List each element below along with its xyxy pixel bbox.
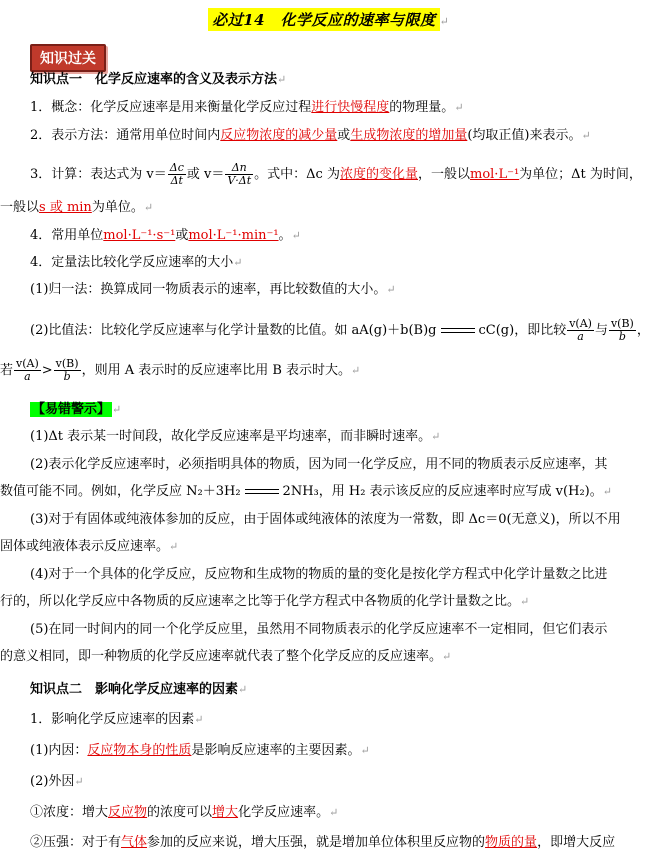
kp1-heading: 知识点一 化学反应速率的含义及表示方法↵ bbox=[30, 72, 287, 87]
kp1-item-calculation: 3．计算：表达式为 v＝ $\frac{\Delta c}{\Delta t}$ 或 v＝ $\frac{\Delta n}{V\cdot\Delta t}$ 。式中：Δc 为浓度的变化量，一般以mol·L⁻¹为单位；Δt 为时间， bbox=[30, 161, 642, 187]
knowledge-badge: 知识过关 bbox=[30, 44, 106, 72]
kp2-item-internal: (1)内因：反应物本身的性质是影响反应速率的主要因素。↵ bbox=[30, 743, 370, 758]
kp1-item-representation: 2．表示方法：通常用单位时间内反应物浓度的减少量或生成物浓度的增加量(均取正值)来表示。↵ bbox=[30, 128, 591, 143]
kp1-item-normalize: (1)归一法：换算成同一物质表示的速率，再比较数值的大小。↵ bbox=[30, 282, 396, 297]
warning-3-cont: 固体或纯液体表示反应速率。↵ bbox=[0, 539, 179, 554]
equilibrium-arrow bbox=[441, 327, 475, 335]
ratio-fraction-b2: $\frac{v(B)}{b}$ bbox=[55, 357, 79, 383]
kp2-item-external: (2)外因↵ bbox=[30, 774, 84, 789]
warning-3: (3)对于有固体或纯液体参加的反应，由于固体或纯液体的浓度为一常数，即 Δc＝0(无意义)，所以不用 bbox=[30, 512, 621, 527]
warning-4: (4)对于一个具体的化学反应，反应物和生成物的物质的量的变化是按化学方程式中化学计量数之比进 bbox=[30, 567, 608, 582]
ratio-fraction-b: $\frac{v(B)}{b}$ bbox=[610, 317, 634, 343]
kp2-heading: 知识点二 影响化学反应速率的因素↵ bbox=[30, 682, 248, 697]
kp1-item-ratio-cont: 若 $\frac{v(A)}{a}$ > $\frac{v(B)}{b}$ ，则用 A 表示时的反应速率比用 B 表示时大。↵ bbox=[0, 357, 361, 383]
kp2-item-pressure: ②压强：对于有气体参加的反应来说，增大压强，就是增加单位体积里反应物的物质的量，即增大反应 bbox=[30, 835, 616, 850]
warning-tag-row: 【易错警示】 ↵ bbox=[32, 402, 122, 417]
kp2-item-factors: 1．影响化学反应速率的因素↵ bbox=[30, 712, 204, 727]
warning-tag: 【易错警示】 bbox=[32, 402, 111, 417]
rate-fraction-2: $\frac{\Delta n}{V\cdot\Delta t}$ bbox=[227, 161, 252, 187]
warning-2-cont: 数值可能不同。例如，化学反应 N₂＋3H₂ 2NH₃，用 H₂ 表示该反应的反应速率时应写成 v(H₂)。↵ bbox=[0, 484, 612, 499]
warning-4-cont: 行的，所以化学反应中各物质的反应速率之比等于化学方程式中各物质的化学计量数之比。↵ bbox=[0, 594, 530, 609]
kp1-item-calculation-cont: 一般以s 或 min为单位。↵ bbox=[0, 200, 154, 215]
kp1-item-units: 4．常用单位mol·L⁻¹·s⁻¹或mol·L⁻¹·min⁻¹。↵ bbox=[30, 228, 301, 243]
title-row: 必过14 化学反应的速率与限度 ↵ bbox=[0, 8, 657, 31]
kp2-item-concentration: ①浓度：增大反应物的浓度可以增大化学反应速率。↵ bbox=[30, 805, 339, 820]
kp1-item-ratio: (2)比值法：比较化学反应速率与化学计量数的比值。如 aA(g)＋b(B)g cC(g)，即比较 $\frac{v(A)}{a}$ 与 $\frac{v(B)}{b}$ ， bbox=[30, 317, 650, 343]
ratio-fraction-a2: $\frac{v(A)}{a}$ bbox=[16, 357, 39, 383]
kp1-item-concept: 1．概念：化学反应速率是用来衡量化学反应过程进行快慢程度的物理量。↵ bbox=[30, 100, 464, 115]
warning-1: (1)Δt 表示某一时间段，故化学反应速率是平均速率，而非瞬时速率。↵ bbox=[30, 429, 441, 444]
kp1-item-compare: 4．定量法比较化学反应速率的大小↵ bbox=[30, 255, 243, 270]
rate-fraction-1: $\frac{\Delta c}{\Delta t}$ bbox=[169, 161, 184, 187]
warning-5: (5)在同一时间内的同一个化学反应里，虽然用不同物质表示的化学反应速率不一定相同，但它们表示 bbox=[30, 622, 608, 637]
equilibrium-arrow-2 bbox=[245, 488, 279, 496]
warning-5-cont: 的意义相同，即一种物质的化学反应速率就代表了整个化学反应的反应速率。↵ bbox=[0, 649, 452, 664]
page-title: 必过14 化学反应的速率与限度 bbox=[208, 8, 439, 31]
ratio-fraction-a: $\frac{v(A)}{a}$ bbox=[569, 317, 592, 343]
warning-2: (2)表示化学反应速率时，必须指明具体的物质，因为同一化学反应，用不同的物质表示反应速率，其 bbox=[30, 457, 608, 472]
